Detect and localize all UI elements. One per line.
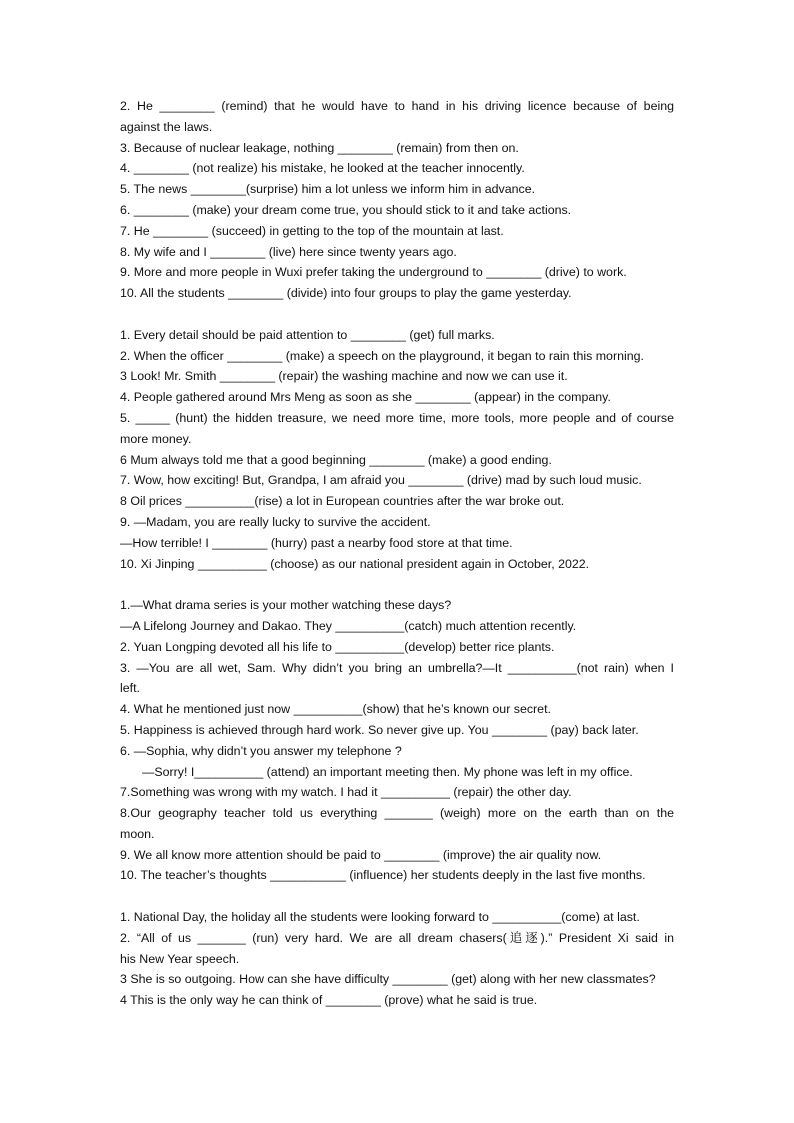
exercise-group bbox=[120, 907, 674, 1011]
exercise-line: more money. bbox=[120, 431, 192, 446]
exercise-line: 4. People gathered around Mrs Meng as soon as she ________ (appear) in the company. bbox=[120, 390, 611, 405]
exercise-line: against the laws. bbox=[120, 119, 213, 134]
exercise-line: 7. Wow, how exciting! But, Grandpa, I am afraid you ________ (drive) mad by such loud music. bbox=[120, 473, 642, 488]
exercise-line: 4. What he mentioned just now __________(show) that he’s known our secret. bbox=[120, 702, 551, 717]
exercise-line: left. bbox=[120, 681, 140, 696]
exercise-line: 7.Something was wrong with my watch. I had it __________ (repair) the other day. bbox=[120, 785, 572, 800]
exercise-line: 2. When the officer ________ (make) a speech on the playground, it began to rain this morning. bbox=[120, 348, 644, 363]
exercise-line: 3. —You are all wet, Sam. Why didn’t you bring an umbrella?—It __________(not rain) when I bbox=[120, 660, 674, 675]
exercise-line: 6. ________ (make) your dream come true, you should stick to it and take actions. bbox=[120, 202, 572, 217]
exercise-line: 2. Yuan Longping devoted all his life to __________(develop) better rice plants. bbox=[120, 639, 555, 654]
exercise-line: 3. Because of nuclear leakage, nothing ________ (remain) from then on. bbox=[120, 140, 519, 155]
exercise-group bbox=[120, 325, 674, 575]
exercise-line: 4. ________ (not realize) his mistake, he looked at the teacher innocently. bbox=[120, 161, 525, 176]
exercise-line: his New Year speech. bbox=[120, 951, 240, 966]
exercise-line: 8 Oil prices __________(rise) a lot in European countries after the war broke out. bbox=[120, 494, 565, 509]
exercise-line: 5. _____ (hunt) the hidden treasure, we need more time, more tools, more people and of course bbox=[120, 410, 674, 425]
exercise-line: —How terrible! I ________ (hurry) past a nearby food store at that time. bbox=[120, 535, 513, 550]
exercise-group bbox=[120, 595, 674, 886]
exercise-line: —A Lifelong Journey and Dakao. They __________(catch) much attention recently. bbox=[120, 618, 577, 633]
exercise-line: 10. Xi Jinping __________ (choose) as our national president again in October, 2022. bbox=[120, 556, 590, 571]
exercise-line: 8. My wife and I ________ (live) here since twenty years ago. bbox=[120, 244, 457, 259]
exercise-line: —Sorry! I__________ (attend) an important meeting then. My phone was left in my office. bbox=[142, 764, 633, 779]
exercise-line: 4 This is the only way he can think of ________ (prove) what he said is true. bbox=[120, 993, 538, 1008]
exercise-line: 6 Mum always told me that a good beginning ________ (make) a good ending. bbox=[120, 452, 552, 467]
exercise-line: 2. He ________ (remind) that he would have to hand in his driving licence because of being bbox=[120, 99, 674, 113]
exercise-line: 6. —Sophia, why didn’t you answer my telephone ? bbox=[120, 743, 402, 758]
exercise-line: moon. bbox=[120, 826, 155, 841]
worksheet bbox=[120, 96, 674, 1032]
exercise-line: 3 She is so outgoing. How can she have difficulty ________ (get) along with her new classmates? bbox=[120, 972, 656, 987]
exercise-line: 10. The teacher’s thoughts ___________ (influence) her students deeply in the last five months. bbox=[120, 868, 646, 883]
exercise-line: 7. He ________ (succeed) in getting to the top of the mountain at last. bbox=[120, 223, 504, 238]
exercise-line: 9. We all know more attention should be paid to ________ (improve) the air quality now. bbox=[120, 847, 602, 862]
exercise-line: 1.—What drama series is your mother watching these days? bbox=[120, 598, 452, 613]
exercise-line: 9. More and more people in Wuxi prefer taking the underground to ________ (drive) to work. bbox=[120, 265, 627, 280]
exercise-group bbox=[120, 96, 674, 304]
exercise-line: 5. The news ________(surprise) him a lot unless we inform him in advance. bbox=[120, 182, 536, 197]
exercise-line: 2. “All of us _______ (run) very hard. We are all dream chasers(追逐).” President Xi said in bbox=[120, 930, 674, 945]
exercise-line: 8.Our geography teacher told us everything _______ (weigh) more on the earth than on the bbox=[120, 806, 674, 821]
exercise-line: 5. Happiness is achieved through hard work. So never give up. You ________ (pay) back later. bbox=[120, 722, 639, 737]
exercise-line: 10. All the students ________ (divide) into four groups to play the game yesterday. bbox=[120, 286, 572, 301]
exercise-line: 1. Every detail should be paid attention to ________ (get) full marks. bbox=[120, 327, 495, 342]
exercise-line: 9. —Madam, you are really lucky to survive the accident. bbox=[120, 514, 431, 529]
exercise-line: 3 Look! Mr. Smith ________ (repair) the washing machine and now we can use it. bbox=[120, 369, 568, 384]
exercise-line: 1. National Day, the holiday all the students were looking forward to __________(come) at last. bbox=[120, 910, 640, 925]
